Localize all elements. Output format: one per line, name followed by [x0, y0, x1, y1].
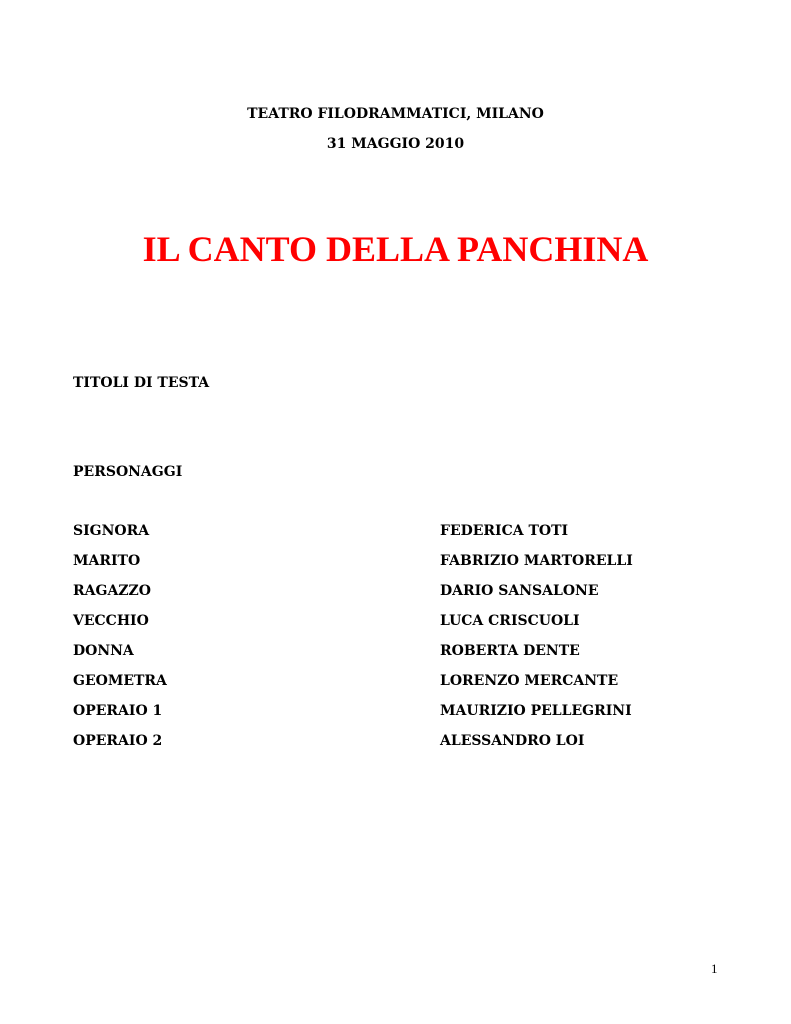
cast-actor: DARIO SANSALONE [440, 583, 599, 599]
cast-role: GEOMETRA [73, 673, 167, 689]
cast-actor: LUCA CRISCUOLI [440, 613, 580, 629]
cast-role: OPERAIO 2 [73, 733, 163, 749]
cast-actor: FABRIZIO MARTORELLI [440, 553, 633, 569]
document-title: IL CANTO DELLA PANCHINA [142, 229, 649, 269]
cast-role: OPERAIO 1 [73, 703, 163, 719]
section-heading-personaggi: PERSONAGGI [73, 464, 183, 480]
cast-role: MARITO [73, 553, 141, 569]
cast-actor: LORENZO MERCANTE [440, 673, 619, 689]
cast-row [0, 703, 791, 723]
date-line: 31 MAGGIO 2010 [326, 136, 465, 152]
cast-role: SIGNORA [73, 523, 150, 539]
cast-role: RAGAZZO [73, 583, 151, 599]
cast-actor: FEDERICA TOTI [440, 523, 569, 539]
cast-row [0, 583, 791, 603]
cast-actor: ROBERTA DENTE [440, 643, 580, 659]
page-number: 1 [711, 961, 718, 976]
cast-row [0, 523, 791, 543]
cast-row [0, 643, 791, 663]
cast-row [0, 733, 791, 753]
cast-row [0, 613, 791, 633]
venue-line: TEATRO FILODRAMMATICI, MILANO [247, 106, 544, 122]
cast-actor: ALESSANDRO LOI [440, 733, 585, 749]
cast-role: VECCHIO [73, 613, 149, 629]
cast-actor: MAURIZIO PELLEGRINI [440, 703, 632, 719]
cast-role: DONNA [73, 643, 134, 659]
section-heading-titoli: TITOLI DI TESTA [73, 375, 210, 391]
cast-row [0, 673, 791, 693]
cast-row [0, 553, 791, 573]
